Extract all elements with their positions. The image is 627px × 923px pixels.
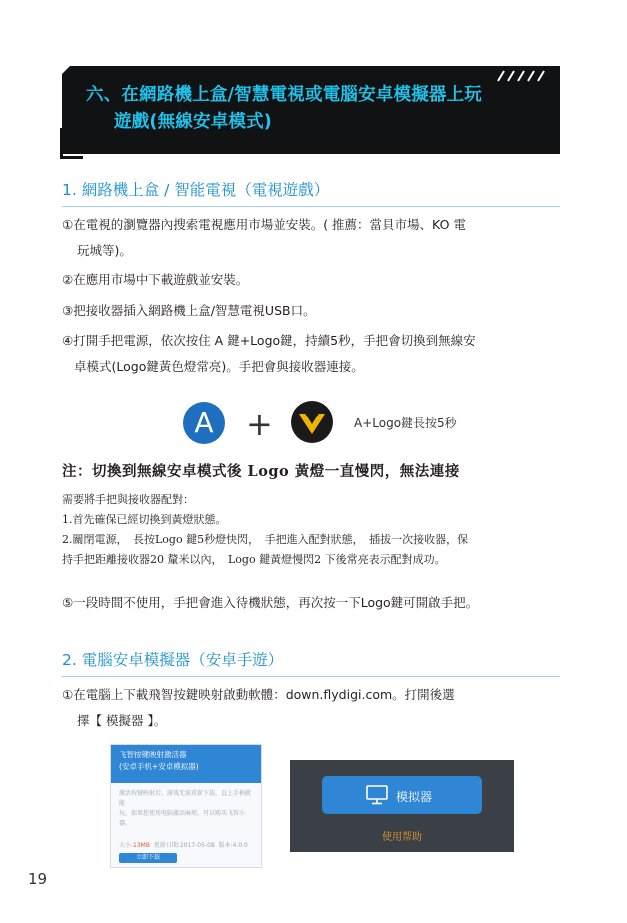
section1-step1-line1: ①在電視的瀏覽器內搜索電視應用市場並安裝。( 推薦：當貝市場、KO 電 bbox=[62, 217, 466, 232]
monitor-icon bbox=[366, 785, 388, 805]
size-label: 大小: bbox=[119, 842, 134, 849]
update-label: 更新日期: bbox=[153, 842, 180, 849]
section1-step4-line1: ④打開手把電源，依次按住 A 鍵+Logo鍵，持續5秒，手把會切換到無線安 bbox=[62, 333, 476, 348]
section1-step4 bbox=[62, 332, 562, 376]
note-item-1: 1.首先確保已經切換到黃燈狀態。 bbox=[62, 513, 227, 526]
section1-step2: ②在應用市場中下載遊戲並安裝。 bbox=[62, 272, 249, 287]
download-page-meta bbox=[119, 841, 253, 851]
section1-step1 bbox=[62, 216, 562, 260]
download-page-subtitle: (安卓手机+安卓模拟器) bbox=[119, 762, 199, 771]
version-value: 4.0.0 bbox=[232, 842, 248, 849]
help-link[interactable]: 使用帮助 bbox=[382, 832, 422, 843]
section1-heading: 1. 網路機上盒 / 智能電視（電視遊戲） bbox=[62, 181, 330, 199]
banner-corner-bracket bbox=[60, 128, 83, 159]
download-page-header bbox=[111, 745, 261, 783]
version-label: 版本: bbox=[218, 842, 233, 849]
chapter-title-line2: 遊戲(無線安卓模式) bbox=[114, 112, 272, 132]
section2-step1-line2: 擇【 模擬器 】。 bbox=[77, 713, 167, 728]
section1-step5: ⑤一段時間不使用，手把會進入待機狀態，再次按一下Logo鍵可開啟手把。 bbox=[62, 595, 479, 610]
section1-step4-line2: 卓模式(Logo鍵黃色燈常亮)。手把會與接收器連接。 bbox=[74, 359, 364, 374]
section1-step3: ③把接收器插入網路機上盒/智慧電視USB口。 bbox=[62, 303, 316, 318]
flydigi-logo-key-icon bbox=[290, 400, 334, 444]
download-now-button[interactable]: 立即下载 bbox=[119, 853, 177, 863]
section1-step1-line2: 玩城等)。 bbox=[77, 243, 132, 258]
update-value: 2017-05-08 bbox=[179, 842, 215, 849]
a-key-icon: A bbox=[183, 402, 225, 444]
section2-step1 bbox=[62, 686, 562, 730]
note-title: 注：切換到無線安卓模式後 Logo 黃燈一直慢閃，無法連接 bbox=[62, 463, 460, 480]
chapter-title-line1: 六、在網路機上盒/智慧電視或電腦安卓模擬器上玩 bbox=[86, 85, 482, 105]
chapter-title bbox=[86, 82, 546, 136]
download-page-desc-line1: 激活按键映射后，游戏无需重新下载，直上手柄就能 bbox=[119, 790, 252, 807]
emulator-button[interactable] bbox=[322, 776, 482, 814]
combo-label: A+Logo鍵長按5秒 bbox=[354, 416, 457, 430]
size-value: 13MB bbox=[133, 842, 150, 849]
download-page-desc-line2: 玩，如果您使用电脑激活麻烦，可以购买飞智小器。 bbox=[119, 810, 246, 827]
note-intro: 需要將手把與接收器配對： bbox=[62, 493, 194, 506]
download-page-screenshot bbox=[110, 744, 262, 868]
note-item-2-line2: 持手把距離接收器20 釐米以內， Logo 鍵黃燈慢閃2 下後常亮表示配對成功。 bbox=[62, 553, 446, 566]
section2-step1-line1: ①在電腦上下載飛智按鍵映射啟動軟體：down.flydigi.com。打開後選 bbox=[62, 687, 455, 702]
plus-icon: + bbox=[246, 405, 273, 443]
section2-rule bbox=[62, 676, 560, 677]
download-page-title: 飞智按键映射激活器 bbox=[119, 750, 187, 759]
app-menu-screenshot bbox=[290, 760, 514, 852]
note-body bbox=[62, 490, 566, 570]
emulator-button-label: 模拟器 bbox=[396, 790, 433, 804]
banner-slashes-decoration bbox=[494, 70, 546, 82]
section1-rule bbox=[62, 206, 560, 207]
section2-heading: 2. 電腦安卓模擬器（安卓手遊） bbox=[62, 651, 284, 669]
download-page-body bbox=[111, 783, 261, 857]
page-number: 19 bbox=[28, 870, 48, 888]
note-item-2-line1: 2.關閉電源， 長按Logo 鍵5秒燈快閃， 手把進入配對狀態， 插拔一次接收器，保 bbox=[62, 533, 469, 546]
